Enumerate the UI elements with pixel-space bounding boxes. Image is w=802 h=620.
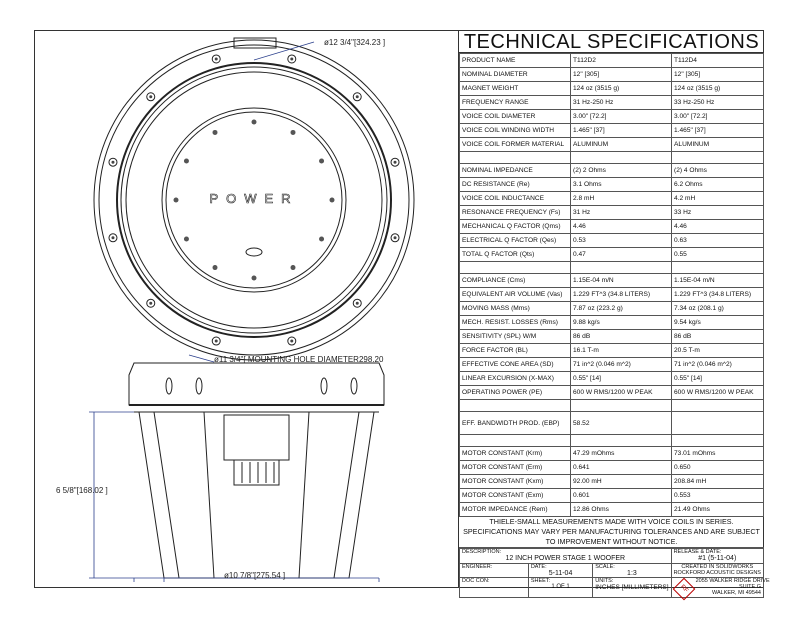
side-view <box>129 363 384 578</box>
spec-value-d4: 1.15E-04 m/N <box>672 274 764 288</box>
spec-table <box>459 53 764 517</box>
dustcap-dot <box>184 237 189 242</box>
spec-value-d4 <box>672 152 764 164</box>
spec-value-d4: 33 Hz <box>672 206 764 220</box>
spec-value-d4: 1.465" [37] <box>672 124 764 138</box>
spec-title: TECHNICAL SPECIFICATIONS <box>459 30 764 53</box>
spec-value-d4: 9.54 kg/s <box>672 316 764 330</box>
dustcap-dot <box>291 265 296 270</box>
dim-bottom-diameter: ø10 7/8"[275.54 ] <box>224 571 286 580</box>
address-line3: WALKER, MI 49544 <box>711 590 761 596</box>
dustcap-dot <box>252 120 257 125</box>
spec-panel <box>458 30 770 596</box>
release-value: #1 (5-11-04) <box>698 555 737 562</box>
spec-row <box>460 192 764 206</box>
dim-mounting-hole: ø11 3/4"[ MOUNTING HOLE DIAMETER298.20 <box>214 355 384 364</box>
spec-value-d4: 208.84 mH <box>672 475 764 489</box>
spec-value-d2: 31 Hz <box>571 206 672 220</box>
basket-outline <box>139 412 374 578</box>
spec-row <box>460 358 764 372</box>
spec-value-d2: 1.465" [37] <box>571 124 672 138</box>
side-frame-top <box>129 363 384 405</box>
spec-value-d2: 1.229 FT^3 (34.8 LITERS) <box>571 288 672 302</box>
note-improvement: TO IMPROVEMENT WITHOUT NOTICE. <box>545 537 678 546</box>
spec-value-d4: 33 Hz-250 Hz <box>672 96 764 110</box>
dustcap-dot <box>319 159 324 164</box>
spec-label: COMPLIANCE (Cms) <box>460 274 571 288</box>
spec-value-d2 <box>571 400 672 412</box>
scale-label: SCALE: <box>595 564 615 570</box>
spec-value-d4: 4.2 mH <box>672 192 764 206</box>
created-line2: ROCKFORD ACOUSTIC DESIGNS <box>673 570 761 576</box>
release-label: RELEASE & DATE: <box>673 549 722 555</box>
spec-label: MOTOR CONSTANT (Erm) <box>460 461 571 475</box>
mounting-bolt-center <box>215 57 218 60</box>
spec-value-d4: 86 dB <box>672 330 764 344</box>
spec-value-d2 <box>571 152 672 164</box>
spec-row <box>460 489 764 503</box>
spec-row <box>460 386 764 400</box>
date-value: 5-11-04 <box>548 570 573 577</box>
spec-value-d2: 600 W RMS/1200 W PEAK <box>571 386 672 400</box>
spec-row <box>460 412 764 435</box>
spec-label: NOMINAL DIAMETER <box>460 68 571 82</box>
description-value: 12 INCH POWER STAGE 1 WOOFER <box>505 555 626 562</box>
spec-value-d2: 124 oz (3515 g) <box>571 82 672 96</box>
address-line1: 2055 WALKER RIDGE DRIVE <box>695 578 770 584</box>
note-series: THIELE-SMALL MEASUREMENTS MADE WITH VOICE COILS IN SERIES. <box>489 517 734 526</box>
mounting-bolt-center <box>149 95 152 98</box>
spec-row <box>460 330 764 344</box>
spec-value-d2 <box>571 262 672 274</box>
spec-row <box>460 475 764 489</box>
spec-value-d2: (2) 2 Ohms <box>571 164 672 178</box>
spec-row <box>460 82 764 96</box>
spec-row <box>460 461 764 475</box>
note-tolerances: SPECIFICATIONS MAY VARY PER MANUFACTURING TOLERANCES AND ARE SUBJECT <box>463 527 760 536</box>
spec-value-d2: 86 dB <box>571 330 672 344</box>
spec-value-d4 <box>672 400 764 412</box>
dustcap-dot <box>252 276 257 281</box>
spec-row <box>460 178 764 192</box>
dustcap-dot <box>291 130 296 135</box>
spec-row <box>460 138 764 152</box>
spec-label: EFF. BANDWIDTH PROD. (EBP) <box>460 412 571 435</box>
doccon-label: DOC CON: <box>462 578 490 584</box>
spec-label: MOVING MASS (Mms) <box>460 302 571 316</box>
spec-value-d2: 71 in^2 (0.046 m^2) <box>571 358 672 372</box>
spec-value-d4: 0.650 <box>672 461 764 475</box>
dustcap-dot <box>213 265 218 270</box>
spec-label: RESONANCE FREQUENCY (Fs) <box>460 206 571 220</box>
spec-value-d4: 12" [305] <box>672 68 764 82</box>
spec-row <box>460 274 764 288</box>
engineer-label: ENGINEER: <box>462 564 493 570</box>
spec-value-d2: 0.55" [14] <box>571 372 672 386</box>
spec-label: VOICE COIL DIAMETER <box>460 110 571 124</box>
magnet-fins <box>234 460 279 485</box>
spec-value-d4: 0.55" [14] <box>672 372 764 386</box>
woofer-drawing <box>34 30 458 588</box>
dustcap-dot <box>184 159 189 164</box>
spec-row <box>460 288 764 302</box>
spec-value-d2: 0.53 <box>571 234 672 248</box>
spec-value-d2: T112D2 <box>571 54 672 68</box>
spec-value-d4: 1.229 FT^3 (34.8 LITERS) <box>672 288 764 302</box>
spec-label: OPERATING POWER (PE) <box>460 386 571 400</box>
dustcap-dot <box>213 130 218 135</box>
spec-row <box>460 110 764 124</box>
spec-value-d2: 1.15E-04 m/N <box>571 274 672 288</box>
mounting-bolt-center <box>149 302 152 305</box>
spec-value-d2: 3.00" [72.2] <box>571 110 672 124</box>
units-label: UNITS: <box>595 578 614 584</box>
spec-value-d4: 71 in^2 (0.046 m^2) <box>672 358 764 372</box>
spec-label: MOTOR CONSTANT (Kxm) <box>460 475 571 489</box>
spec-row <box>460 234 764 248</box>
mounting-bolt-center <box>290 340 293 343</box>
sheet-value: 1 OF 1 <box>551 584 570 590</box>
spec-row <box>460 302 764 316</box>
spec-row <box>460 262 764 274</box>
power-logo-text: POWER <box>209 191 299 206</box>
spec-value-d2: 12.86 Ohms <box>571 503 672 517</box>
spec-value-d4: 20.5 T-m <box>672 344 764 358</box>
spec-value-d2: 12" [305] <box>571 68 672 82</box>
spec-row <box>460 124 764 138</box>
spec-value-d4: 73.01 mOhms <box>672 447 764 461</box>
spec-value-d4: 3.00" [72.2] <box>672 110 764 124</box>
spec-row <box>460 96 764 110</box>
spec-value-d4: ALUMINUM <box>672 138 764 152</box>
spec-row <box>460 372 764 386</box>
spec-label: NOMINAL IMPEDANCE <box>460 164 571 178</box>
spec-value-d2: 0.601 <box>571 489 672 503</box>
spec-label: EFFECTIVE CONE AREA (SD) <box>460 358 571 372</box>
spec-value-d4: 0.55 <box>672 248 764 262</box>
units-value: INCHES [MILLIMETERS] <box>595 584 669 591</box>
rockford-logo-icon: RF <box>672 578 695 601</box>
spec-row <box>460 400 764 412</box>
description-label: DESCRIPTION: <box>462 549 502 555</box>
spec-value-d2: 2.8 mH <box>571 192 672 206</box>
mounting-bolt-center <box>111 161 114 164</box>
address-line2: SUITE G <box>738 584 761 590</box>
spec-label <box>460 435 571 447</box>
spec-value-d2: ALUMINUM <box>571 138 672 152</box>
dimension-lines <box>89 42 379 582</box>
spec-label: SENSITIVITY (SPL) W/M <box>460 330 571 344</box>
title-block <box>459 548 770 598</box>
mounting-bolt-center <box>356 95 359 98</box>
spec-row <box>460 503 764 517</box>
dim-outer-diameter: ø12 3/4"[324.23 ] <box>324 38 386 47</box>
spec-label <box>460 400 571 412</box>
spec-label: PRODUCT NAME <box>460 54 571 68</box>
spec-row <box>460 220 764 234</box>
dim-height: 6 5/8"[168.02 ] <box>56 486 108 495</box>
dustcap-dot <box>330 198 335 203</box>
spec-value-d4: 124 oz (3515 g) <box>672 82 764 96</box>
spec-row <box>460 164 764 178</box>
terminal-cup <box>234 38 276 48</box>
center-badge <box>246 248 262 256</box>
spec-value-d4: 0.63 <box>672 234 764 248</box>
spec-value-d4: 6.2 Ohms <box>672 178 764 192</box>
magnet-body <box>224 415 289 460</box>
spec-value-d2: 58.52 <box>571 412 672 435</box>
spec-label: MOTOR CONSTANT (Exm) <box>460 489 571 503</box>
spec-label: VOICE COIL WINDING WIDTH <box>460 124 571 138</box>
mounting-bolt-center <box>215 340 218 343</box>
spec-row <box>460 152 764 164</box>
dustcap-dot <box>319 237 324 242</box>
spec-value-d2: 9.88 kg/s <box>571 316 672 330</box>
spec-row <box>460 248 764 262</box>
spec-label: LINEAR EXCURSION (X-MAX) <box>460 372 571 386</box>
spec-value-d2: 0.641 <box>571 461 672 475</box>
spec-label: FORCE FACTOR (BL) <box>460 344 571 358</box>
spec-row <box>460 447 764 461</box>
spec-value-d2: 92.00 mH <box>571 475 672 489</box>
sheet-label: SHEET: <box>530 578 551 584</box>
spec-value-d2: 4.46 <box>571 220 672 234</box>
spec-value-d2: 3.1 Ohms <box>571 178 672 192</box>
mounting-bolt-center <box>394 161 397 164</box>
date-label: DATE: <box>530 564 547 570</box>
spec-label: MECH. RESIST. LOSSES (Rms) <box>460 316 571 330</box>
spec-value-d2: 47.29 mOhms <box>571 447 672 461</box>
spec-value-d4: 600 W RMS/1200 W PEAK <box>672 386 764 400</box>
spec-value-d4: 21.49 Ohms <box>672 503 764 517</box>
spec-row <box>460 316 764 330</box>
spec-label: MOTOR CONSTANT (Krm) <box>460 447 571 461</box>
spec-label: MECHANICAL Q FACTOR (Qms) <box>460 220 571 234</box>
spec-label <box>460 152 571 164</box>
spec-label: TOTAL Q FACTOR (Qts) <box>460 248 571 262</box>
spec-label: VOICE COIL INDUCTANCE <box>460 192 571 206</box>
spec-row <box>460 435 764 447</box>
scale-value: 1:3 <box>627 570 637 577</box>
spec-value-d2: 31 Hz-250 Hz <box>571 96 672 110</box>
spec-label: VOICE COIL FORMER MATERIAL <box>460 138 571 152</box>
spec-value-d4 <box>672 412 764 435</box>
spec-value-d2: 7.87 oz (223.2 g) <box>571 302 672 316</box>
mounting-bolt-center <box>356 302 359 305</box>
spec-row <box>460 68 764 82</box>
spec-label: MOTOR IMPEDANCE (Rem) <box>460 503 571 517</box>
spec-value-d4: 0.553 <box>672 489 764 503</box>
spec-notes <box>459 517 764 548</box>
spec-row <box>460 344 764 358</box>
spec-value-d4: (2) 4 Ohms <box>672 164 764 178</box>
spec-label <box>460 262 571 274</box>
mounting-bolt-center <box>394 236 397 239</box>
spec-value-d4: T112D4 <box>672 54 764 68</box>
spec-value-d2: 16.1 T-m <box>571 344 672 358</box>
dustcap-dot <box>174 198 179 203</box>
woofer-technical-drawing <box>34 30 458 588</box>
mounting-bolt-center <box>290 57 293 60</box>
spec-label: MAGNET WEIGHT <box>460 82 571 96</box>
spec-row <box>460 54 764 68</box>
spec-label: FREQUENCY RANGE <box>460 96 571 110</box>
created-line1: CREATED IN SOLIDWORKS <box>681 564 754 570</box>
spec-value-d2: 0.47 <box>571 248 672 262</box>
spec-label: DC RESISTANCE (Re) <box>460 178 571 192</box>
spec-value-d4 <box>672 435 764 447</box>
spec-label: EQUIVALENT AIR VOLUME (Vas) <box>460 288 571 302</box>
spec-value-d4 <box>672 262 764 274</box>
spec-value-d4: 7.34 oz (208.1 g) <box>672 302 764 316</box>
spec-value-d2 <box>571 435 672 447</box>
spec-label: ELECTRICAL Q FACTOR (Qes) <box>460 234 571 248</box>
spec-row <box>460 206 764 220</box>
mounting-bolt-center <box>111 236 114 239</box>
spec-value-d4: 4.46 <box>672 220 764 234</box>
